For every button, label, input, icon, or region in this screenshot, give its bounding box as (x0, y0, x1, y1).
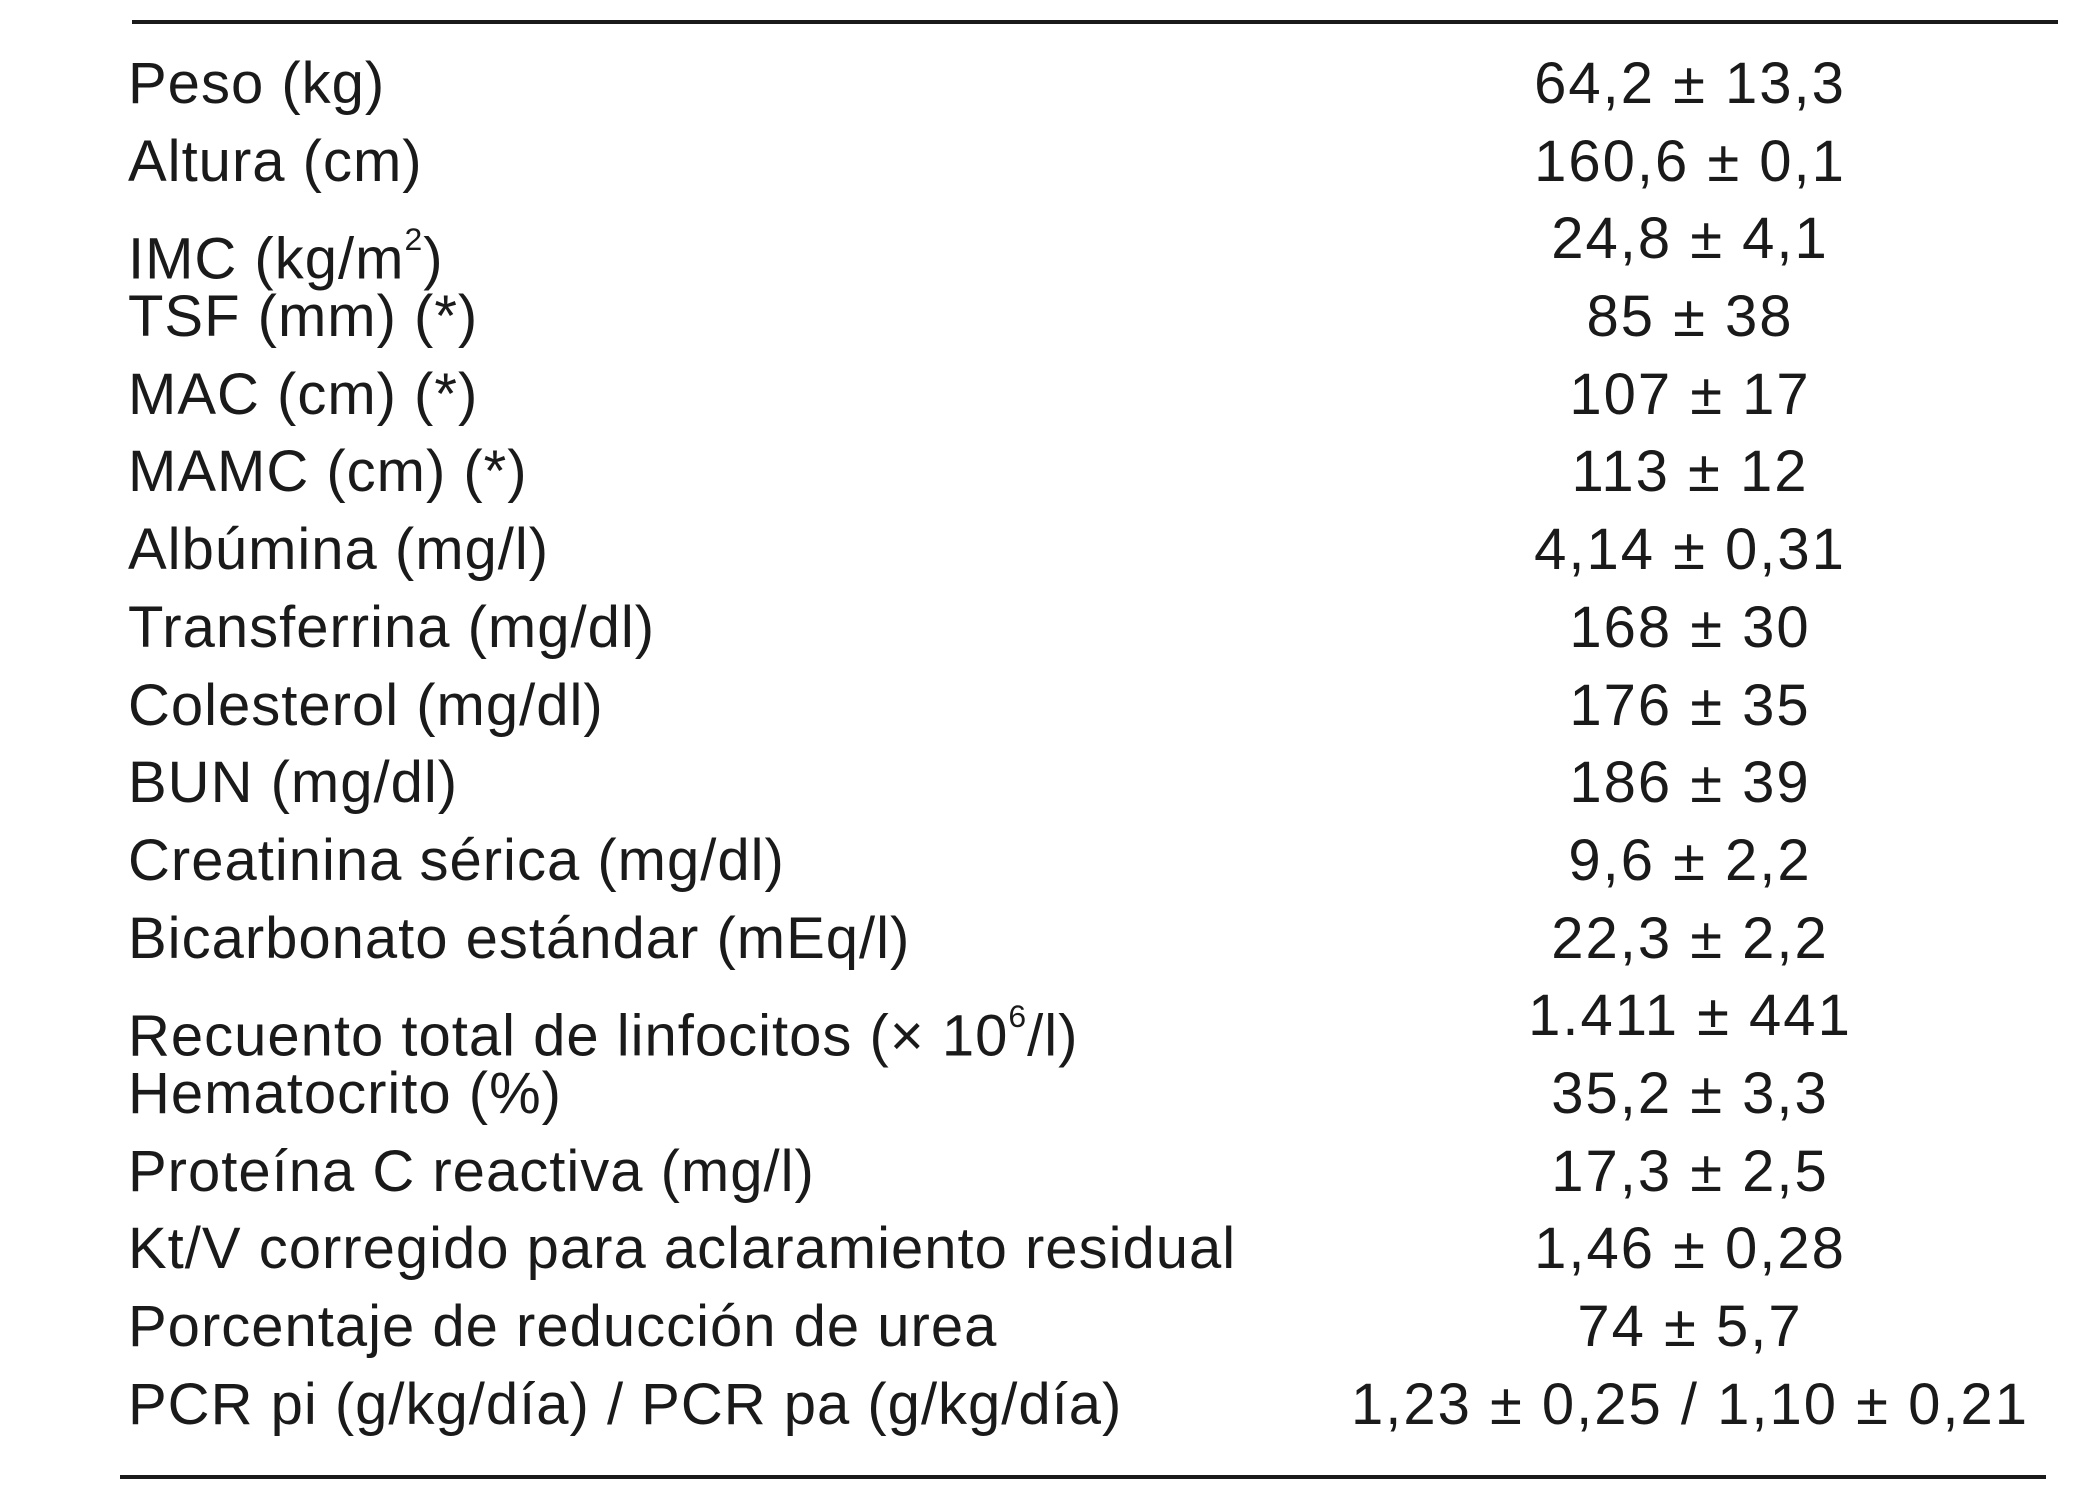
row-label: Altura (cm) (128, 128, 423, 194)
row-label: Bicarbonato estándar (mEq/l) (128, 905, 911, 971)
row-label: Proteína C reactiva (mg/l) (128, 1138, 815, 1204)
table-row (0, 432, 2094, 510)
row-value: 64,2 ± 13,3 (1534, 51, 1846, 116)
row-label: PCR pi (g/kg/día) / PCR pa (g/kg/día) (128, 1371, 1123, 1437)
table-row (0, 44, 2094, 122)
row-label: Colesterol (mg/dl) (128, 672, 604, 738)
row-value: 1,46 ± 0,28 (1534, 1216, 1846, 1282)
row-value: 35,2 ± 3,3 (1551, 1060, 1829, 1126)
table-row (0, 666, 2094, 744)
superscript: 6 (1008, 998, 1028, 1035)
row-value: 22,3 ± 2,2 (1551, 905, 1829, 971)
row-label: MAC (cm) (*) (128, 361, 479, 427)
table-row (0, 1287, 2094, 1365)
row-value: 85 ± 38 (1586, 284, 1794, 350)
row-label: BUN (mg/dl) (128, 750, 459, 816)
row-label: Transferrina (mg/dl) (128, 594, 656, 660)
table-bottom-rule (120, 1475, 2046, 1479)
row-label-main: Recuento total de linfocitos (× 10 (128, 1003, 1009, 1069)
table-row (0, 743, 2094, 821)
table-row (0, 1209, 2094, 1287)
row-value: 186 ± 39 (1569, 750, 1811, 816)
row-value: 1.411 ± 441 (1528, 983, 1852, 1049)
row-value: 168 ± 30 (1569, 594, 1811, 660)
row-label-main: IMC (kg/m (128, 227, 405, 293)
row-value: 4,14 ± 0,31 (1534, 517, 1846, 583)
row-value: 160,6 ± 0,1 (1534, 128, 1846, 194)
table-row (0, 277, 2094, 355)
row-label: Kt/V corregido para aclaramiento residual (128, 1216, 1237, 1282)
table-row (0, 510, 2094, 588)
table-row (0, 1132, 2094, 1210)
superscript: 2 (404, 221, 424, 258)
table-row (0, 122, 2094, 200)
row-label-tail: /l) (1027, 1003, 1079, 1069)
table-top-rule (132, 20, 2058, 24)
row-label: Albúmina (mg/l) (128, 517, 550, 583)
row-value: 17,3 ± 2,5 (1551, 1138, 1829, 1204)
row-label: Peso (kg) (128, 51, 386, 116)
row-label: Hematocrito (%) (128, 1060, 562, 1126)
row-value: 107 ± 17 (1569, 361, 1811, 427)
table-row (0, 821, 2094, 899)
data-table (0, 44, 2094, 1442)
table-row (0, 899, 2094, 977)
row-value: 24,8 ± 4,1 (1551, 206, 1829, 272)
row-label: TSF (mm) (*) (128, 284, 479, 350)
table-row (0, 199, 2094, 293)
row-value: 113 ± 12 (1571, 439, 1809, 505)
table-row (0, 588, 2094, 666)
table-row (0, 1365, 2094, 1443)
row-label-tail: ) (423, 227, 444, 293)
table-row (0, 355, 2094, 433)
row-value: 9,6 ± 2,2 (1568, 827, 1812, 893)
table-row (0, 976, 2094, 1069)
row-value: 1,23 ± 0,25 / 1,10 ± 0,21 (1350, 1371, 2029, 1437)
row-label: Porcentaje de reducción de urea (128, 1294, 998, 1359)
table-row (0, 1054, 2094, 1132)
row-value: 176 ± 35 (1569, 672, 1811, 738)
row-label: Creatinina sérica (mg/dl) (128, 827, 785, 893)
row-value: 74 ± 5,7 (1577, 1294, 1803, 1359)
row-label: MAMC (cm) (*) (128, 439, 528, 505)
